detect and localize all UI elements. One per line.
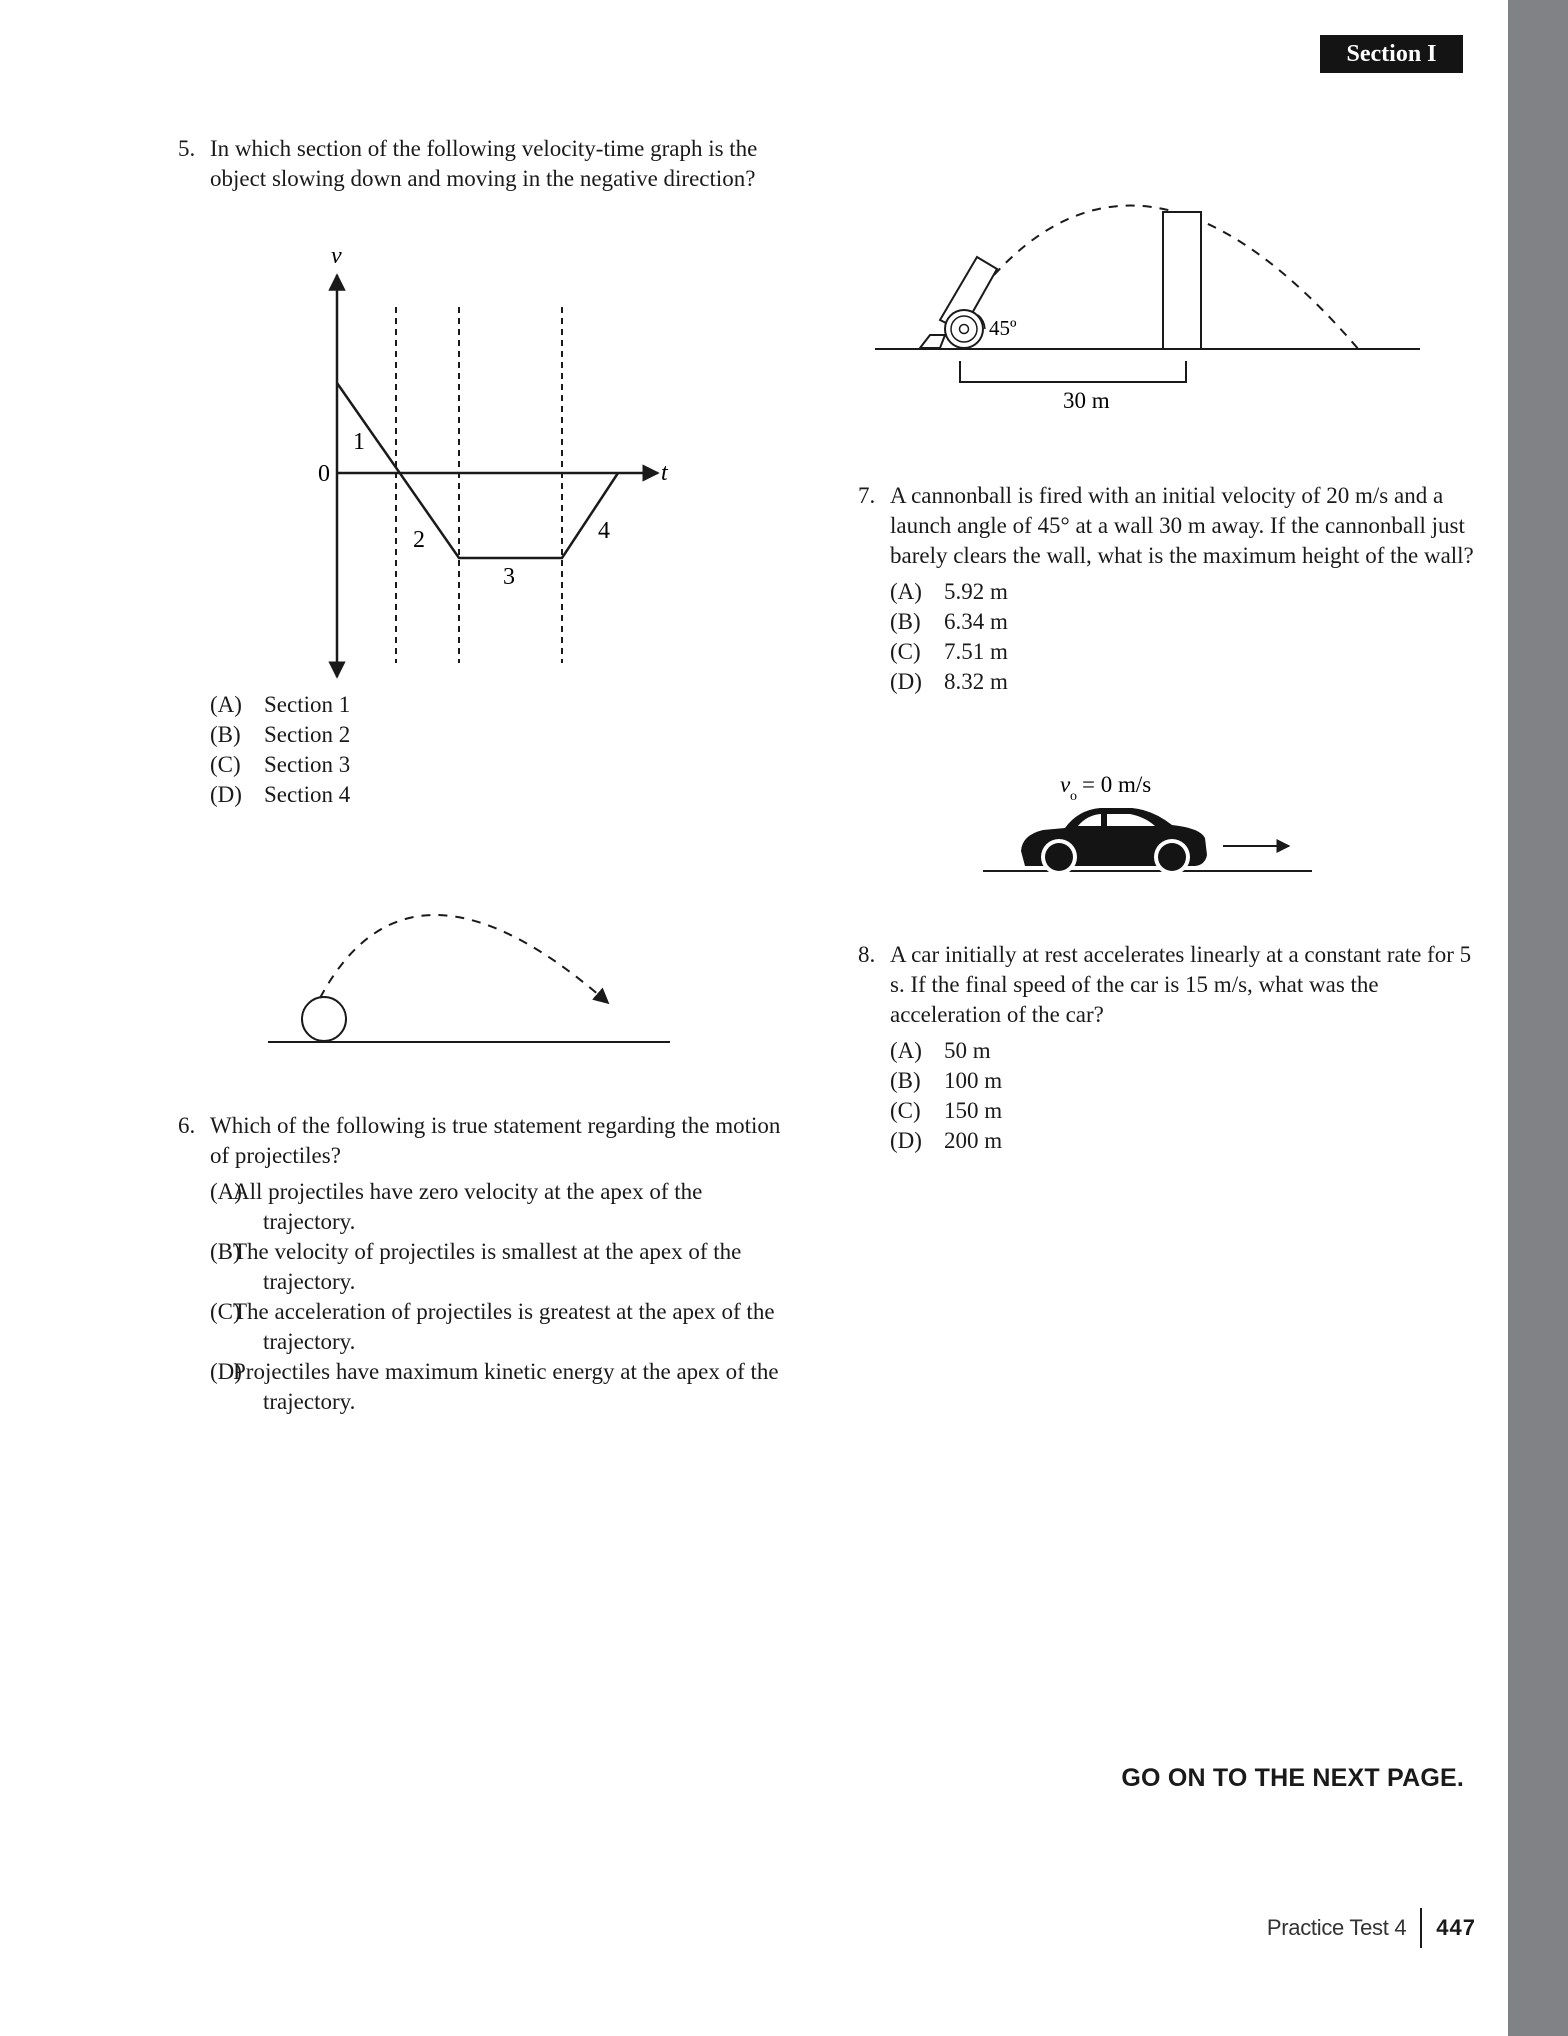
question-8	[858, 940, 1478, 1156]
choice-letter: (D)	[890, 1128, 922, 1153]
page-number: 447	[1436, 1915, 1476, 1940]
question-6-prompt	[178, 1111, 798, 1171]
question-number: 7.	[858, 483, 876, 508]
choice-b[interactable]	[178, 1237, 798, 1297]
choice-text: Projectiles have maximum kinetic energy at the apex of the trajectory.	[233, 1359, 779, 1414]
question-text: In which section of the following velocity-time graph is the object slowing down and moving in the negative direction?	[210, 136, 758, 191]
question-6-choices	[178, 1177, 798, 1417]
choice-text: 150 m	[944, 1098, 1003, 1123]
choice-text: 5.92 m	[944, 579, 1008, 604]
choice-letter: (A)	[890, 1038, 922, 1063]
choice-a[interactable]	[178, 690, 578, 720]
choice-d[interactable]	[858, 1126, 1478, 1156]
initial-velocity-symbol: v	[1060, 772, 1071, 797]
test-label: Practice Test 4	[1266, 1915, 1407, 1940]
projectile-path	[320, 915, 607, 1002]
choice-letter: (B)	[210, 1239, 241, 1264]
distance-bracket	[960, 361, 1186, 382]
choice-letter: (B)	[210, 722, 241, 747]
question-text: A car initially at rest accelerates linearly at a constant rate for 5 s. If the final speed of the car is 15 m/s, what was the acceleration of the car?	[890, 942, 1472, 1027]
choice-text: Section 2	[264, 722, 351, 747]
question-7-choices	[858, 577, 1478, 697]
section-tab: Section I	[1320, 35, 1463, 73]
choice-text: 100 m	[944, 1068, 1003, 1093]
section-label-3: 3	[503, 564, 515, 590]
page-footer	[1267, 1908, 1476, 1948]
choice-letter: (B)	[890, 609, 921, 634]
page-edge-strip	[1508, 0, 1568, 2036]
choice-text: Section 4	[264, 782, 351, 807]
section-label-4: 4	[598, 518, 610, 544]
choice-a[interactable]	[858, 577, 1478, 607]
wall	[1163, 212, 1201, 349]
question-7	[858, 481, 1478, 697]
choice-text: 50 m	[944, 1038, 991, 1063]
angle-label: 45º	[989, 316, 1017, 340]
choice-c[interactable]	[178, 1297, 798, 1357]
projectile-figure	[260, 880, 680, 1050]
choice-letter: (A)	[210, 692, 242, 717]
choice-a[interactable]	[858, 1036, 1478, 1066]
question-text: A cannonball is fired with an initial velocity of 20 m/s and a launch angle of 45° at a wall 30 m away. If the cannonball just barely clears the wall, what is the maximum height of the wall?	[890, 483, 1474, 568]
initial-velocity-subscript: o	[1070, 789, 1077, 804]
choice-b[interactable]	[858, 1066, 1478, 1096]
choice-c[interactable]	[858, 1096, 1478, 1126]
choice-c[interactable]	[178, 750, 578, 780]
car-wheel	[1041, 839, 1077, 875]
choice-d[interactable]	[178, 780, 578, 810]
velocity-curve	[337, 383, 618, 558]
cannon-icon	[920, 257, 997, 348]
choice-letter: (D)	[890, 669, 922, 694]
question-8-choices	[858, 1036, 1478, 1156]
question-text: Which of the following is true statement regarding the motion of projectiles?	[210, 1113, 781, 1168]
origin-label: 0	[318, 461, 330, 487]
question-5	[178, 134, 778, 194]
choice-text: The velocity of projectiles is smallest at the apex of the trajectory.	[233, 1239, 742, 1294]
choice-b[interactable]	[858, 607, 1478, 637]
question-5-choices	[178, 690, 578, 810]
choice-b[interactable]	[178, 720, 578, 750]
choice-text: 6.34 m	[944, 609, 1008, 634]
car-figure	[975, 765, 1335, 885]
choice-a[interactable]	[178, 1177, 798, 1237]
choice-text: The acceleration of projectiles is greatest at the apex of the trajectory.	[233, 1299, 775, 1354]
question-8-prompt	[858, 940, 1478, 1030]
choice-letter: (C)	[890, 639, 921, 664]
choice-c[interactable]	[858, 637, 1478, 667]
choice-text: 8.32 m	[944, 669, 1008, 694]
choice-letter: (D)	[210, 782, 242, 807]
choice-text: Section 1	[264, 692, 351, 717]
footer-divider	[1420, 1908, 1422, 1948]
choice-text: 7.51 m	[944, 639, 1008, 664]
choice-text: Section 3	[264, 752, 351, 777]
choice-letter: (C)	[210, 1299, 241, 1324]
question-5-prompt	[178, 134, 778, 194]
distance-label: 30 m	[1063, 388, 1110, 413]
question-number: 5.	[178, 136, 196, 161]
choice-letter: (B)	[890, 1068, 921, 1093]
question-6	[178, 1111, 798, 1417]
cannon-figure	[870, 185, 1430, 425]
choice-text: All projectiles have zero velocity at the apex of the trajectory.	[233, 1179, 703, 1234]
t-axis-label: t	[661, 460, 668, 486]
question-7-prompt	[858, 481, 1478, 571]
section-label-2: 2	[413, 527, 425, 553]
choice-letter: (C)	[890, 1098, 921, 1123]
choice-letter: (D)	[210, 1359, 242, 1384]
go-next-page-notice: GO ON TO THE NEXT PAGE.	[1121, 1764, 1464, 1792]
v-axis-label: v	[331, 243, 342, 269]
question-number: 6.	[178, 1113, 196, 1138]
choice-text: 200 m	[944, 1128, 1003, 1153]
choice-letter: (A)	[210, 1179, 242, 1204]
initial-velocity-value: = 0 m/s	[1082, 772, 1152, 797]
car-wheel	[1154, 839, 1190, 875]
choice-letter: (A)	[890, 579, 922, 604]
ball-icon	[302, 997, 346, 1041]
choice-d[interactable]	[858, 667, 1478, 697]
question-number: 8.	[858, 942, 876, 967]
section-label-1: 1	[353, 429, 365, 455]
choice-d[interactable]	[178, 1357, 798, 1417]
choice-letter: (C)	[210, 752, 241, 777]
velocity-time-graph	[280, 235, 680, 695]
